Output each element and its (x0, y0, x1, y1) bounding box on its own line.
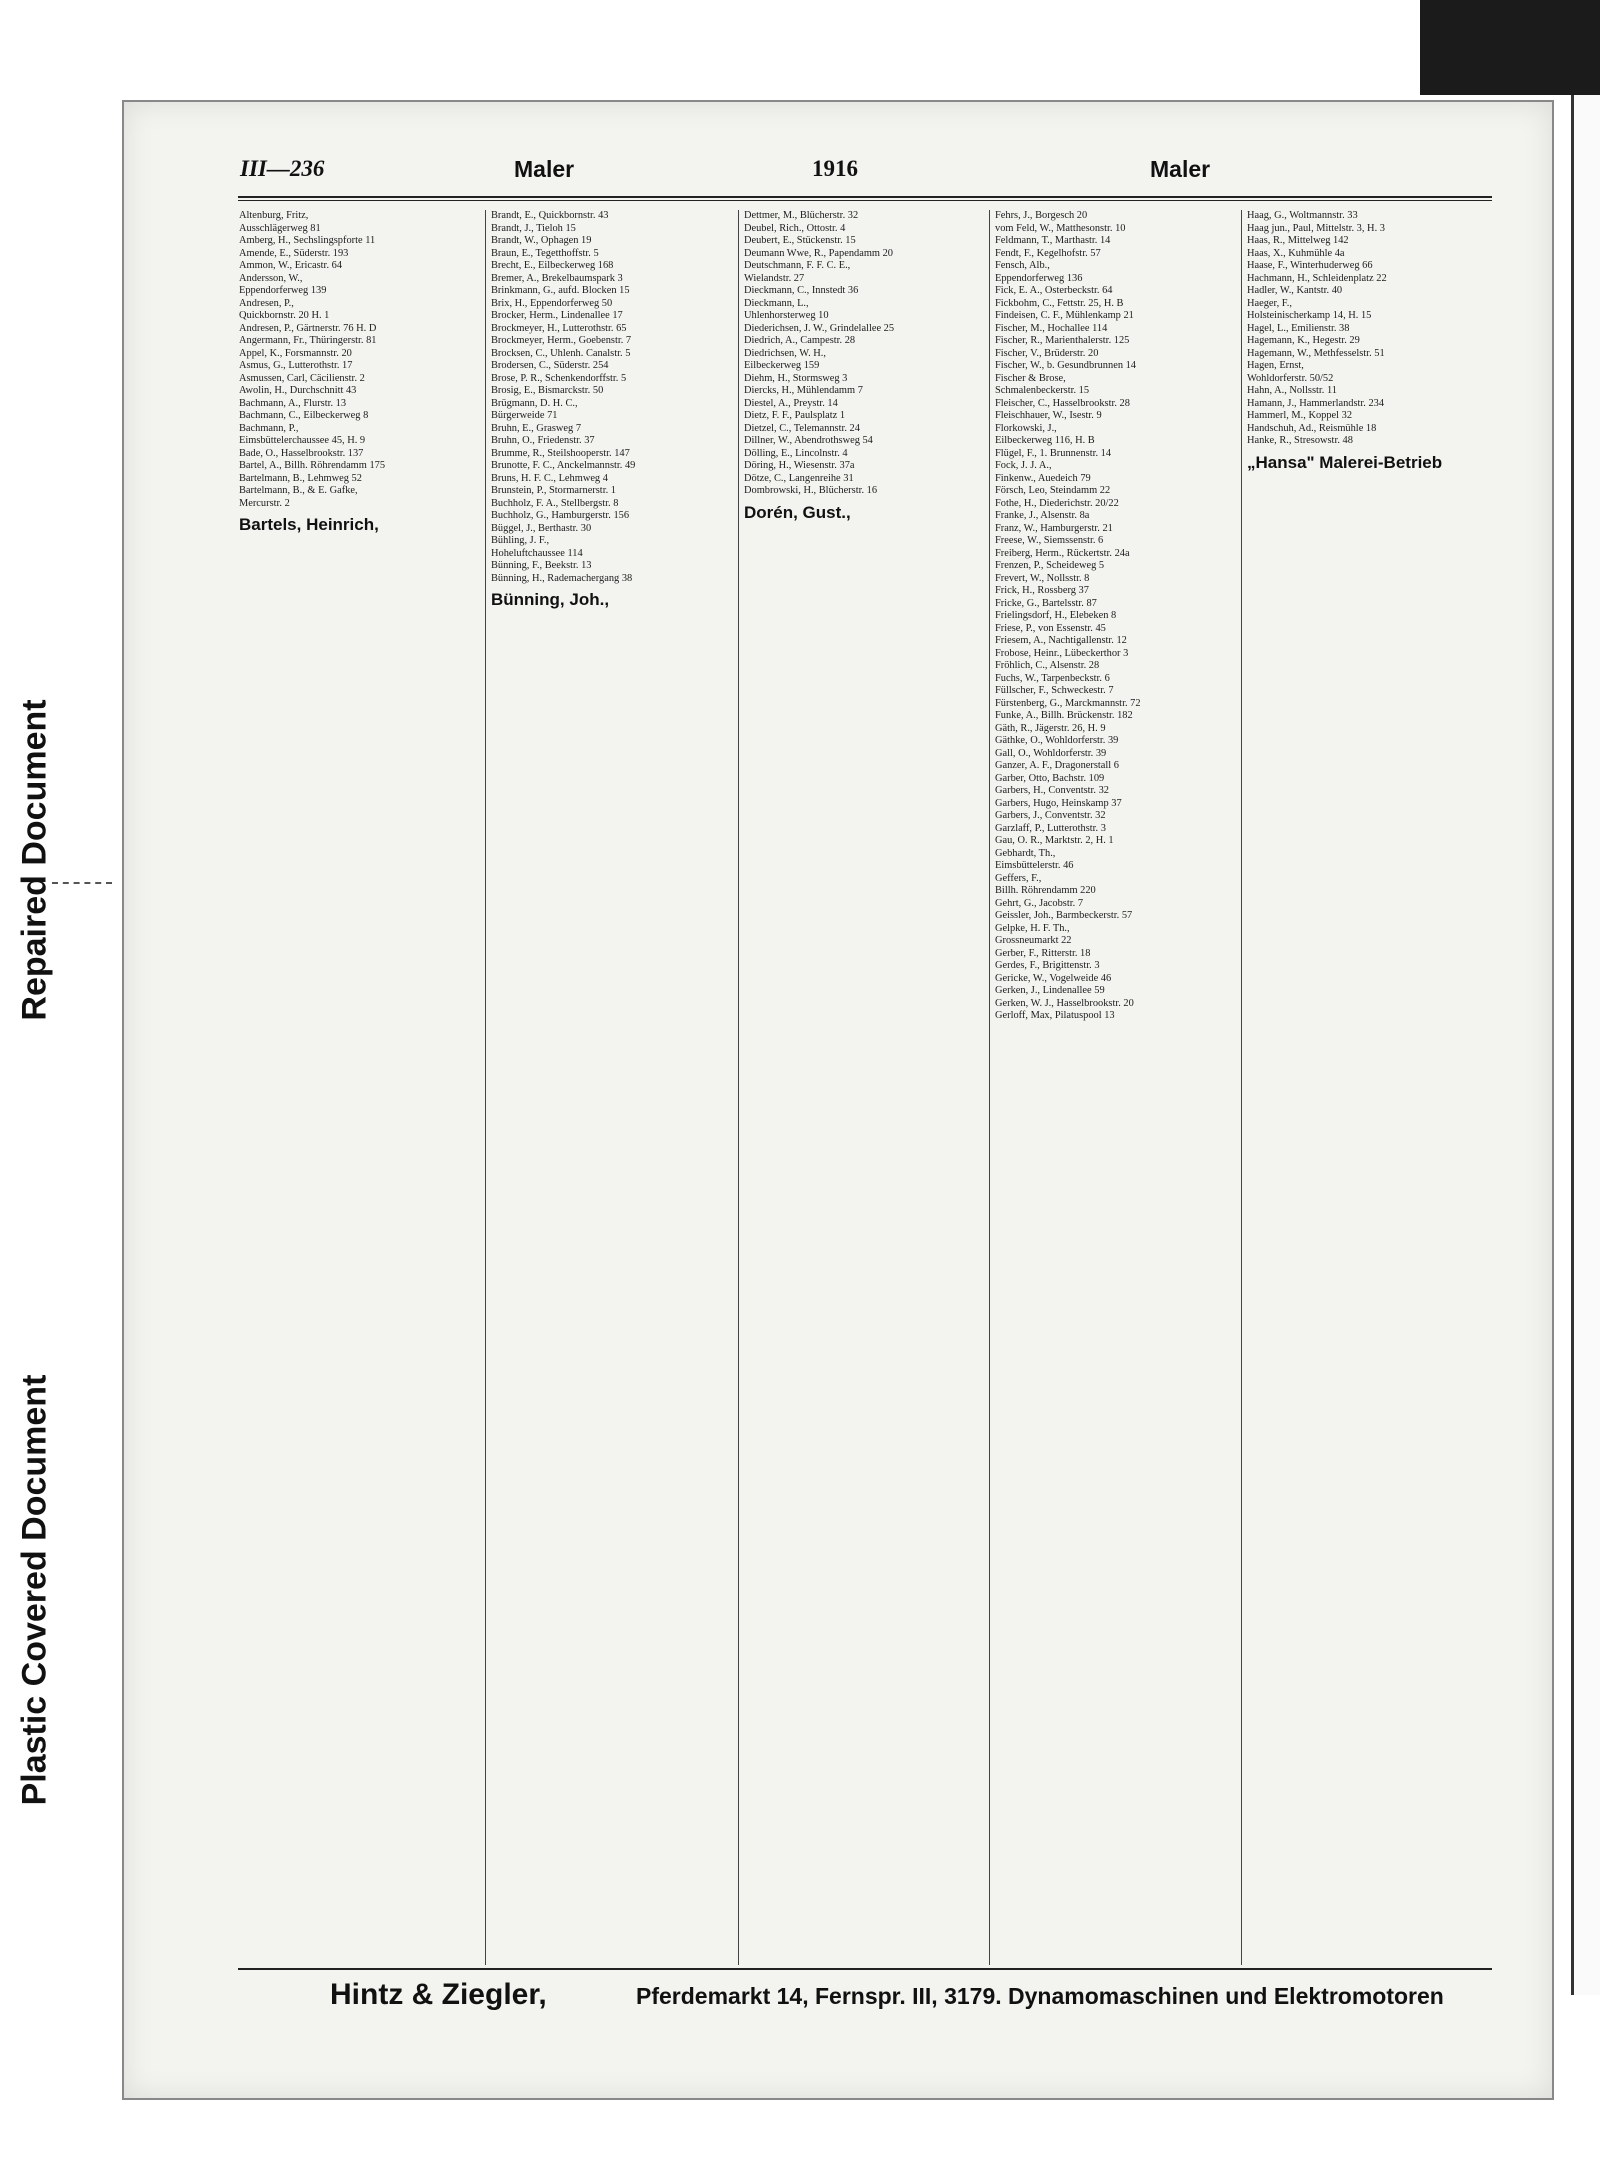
listing-entry: Geffers, F., (995, 872, 1042, 884)
listing-entry: Bünning, F., Beekstr. 13 (491, 560, 592, 571)
listing-entry: Feldmann, T., Marthastr. 14 (995, 235, 1111, 246)
listing-entry: Haag jun., Paul, Mittelstr. 3, H. 3 (1247, 222, 1385, 234)
listing-entry: Bartelmann, B., Lehmweg 52 (239, 472, 362, 484)
listing-entry: Brandt, W., Ophagen 19 (491, 235, 592, 246)
listing-entry: Quickbornstr. 20 H. 1 (239, 310, 330, 321)
listing-entry: Diestel, A., Preystr. 14 (744, 397, 838, 409)
listing-entry: Haase, F., Winterhuderweg 66 (1247, 260, 1373, 271)
listing-entry: Hanke, R., Stresowstr. 48 (1247, 435, 1353, 446)
listing-entry: Geissler, Joh., Barmbeckerstr. 57 (995, 910, 1133, 921)
page-number: III—236 (240, 156, 325, 181)
listing-entry: Andersson, W., (239, 272, 303, 284)
listing-entry: Asmus, G., Lutterothstr. 17 (239, 360, 353, 371)
column-5 (1247, 210, 1443, 1965)
listing-entry: Bruns, H. F. C., Lehmweg 4 (491, 472, 608, 484)
listing-entry: Awolin, H., Durchschnitt 43 (239, 385, 357, 396)
listing-entry: Fischer, M., Hochallee 114 (995, 322, 1108, 334)
listing-entry: Bartelmann, B., & E. Gafke, (239, 485, 358, 496)
column-2 (491, 210, 665, 1965)
listing-entry: Bartel, A., Billh. Röhrendamm 175 (239, 460, 386, 471)
column-3 (744, 210, 918, 1965)
listing-entry: Haas, X., Kuhmühle 4a (1247, 247, 1345, 259)
advertiser-heading: Bünning, Joh., (491, 590, 610, 609)
listing-entry: Dombrowski, H., Blücherstr. 16 (744, 485, 878, 496)
listing-entry: Diedrich, A., Campestr. 28 (744, 335, 856, 346)
column-1 (239, 210, 413, 1965)
listing-entry: Füllscher, F., Schweckestr. 7 (995, 685, 1114, 696)
footer-rule (238, 1968, 1492, 1970)
listing-entry: Gehrt, G., Jacobstr. 7 (995, 897, 1084, 909)
listing-entry: Eimsbüttelerchaussee 45, H. 9 (239, 435, 366, 446)
advertiser-heading: Dorén, Gust., (744, 502, 851, 522)
listing-entry: Fendt, F., Kegelhofstr. 57 (995, 247, 1101, 259)
listing-entry: Bühling, J. F., (491, 535, 550, 546)
listing-entry: Angermann, Fr., Thüringerstr. 81 (239, 335, 377, 346)
listing-entry: Brunotte, F. C., Anckelmannstr. 49 (491, 460, 636, 471)
running-head-left: Maler (514, 156, 575, 182)
listing-entry: Dieckmann, C., Innstedt 36 (744, 285, 859, 296)
listing-entry: Bruhn, E., Grasweg 7 (491, 422, 582, 434)
listing-entry: Dölling, E., Lincolnstr. 4 (744, 447, 848, 459)
listing-entry: Finkenw., Auedeich 79 (995, 472, 1091, 484)
listing-entry: Brunstein, P., Stormarnerstr. 1 (491, 485, 616, 496)
repaired-document-label: Repaired Document (15, 699, 54, 1021)
listing-entry: Deutschmann, F. F. C. E., (744, 260, 851, 271)
listing-entry: Hagen, Ernst, (1247, 360, 1304, 371)
listing-entry: Fleischhauer, W., Isestr. 9 (995, 410, 1102, 421)
listing-entry: vom Feld, W., Matthesonstr. 10 (995, 222, 1126, 234)
listing-entry: Eppendorferweg 139 (239, 285, 327, 296)
listing-entry: Ausschlägerweg 81 (239, 222, 321, 234)
listing-entry: Brix, H., Eppendorferweg 50 (491, 297, 613, 309)
page-header (232, 152, 1492, 186)
listing-entry: Dietz, F. F., Paulsplatz 1 (744, 410, 846, 421)
listing-entry: Brocker, Herm., Lindenallee 17 (491, 310, 623, 321)
listing-entry: Brügmann, D. H. C., (491, 397, 578, 409)
listing-entry: Brumme, R., Steilshooperstr. 147 (491, 447, 630, 459)
header-year: 1916 (812, 156, 858, 181)
listing-entry: Brinkmann, G., aufd. Blocken 15 (491, 285, 630, 296)
listing-entry: Gericke, W., Vogelweide 46 (995, 972, 1112, 984)
listing-entry: Eilbeckerweg 116, H. B (995, 435, 1095, 446)
listing-entry: Fock, J. J. A., (995, 460, 1052, 471)
listing-entry: Buchholz, F. A., Stellbergstr. 8 (491, 497, 619, 509)
listing-entry: Schmalenbeckerstr. 15 (995, 385, 1090, 396)
listing-entry: Brose, P. R., Schenkendorffstr. 5 (491, 372, 627, 384)
listing-entry: Amende, E., Süderstr. 193 (239, 247, 349, 259)
listing-entry: Fuchs, W., Tarpenbeckstr. 6 (995, 672, 1110, 684)
listing-entry: Uhlenhorsterweg 10 (744, 310, 829, 321)
listing-entry: Franke, J., Alsenstr. 8a (995, 510, 1090, 521)
listing-entry: Gäthke, O., Wohldorferstr. 39 (995, 735, 1119, 746)
listing-entry: Hachmann, H., Schleidenplatz 22 (1247, 272, 1387, 284)
column-4 (995, 210, 1169, 1965)
listing-entry: Flügel, F., 1. Brunnenstr. 14 (995, 447, 1112, 459)
listing-entry: Hadler, W., Kantstr. 40 (1247, 285, 1343, 296)
listing-entry: Garbers, Hugo, Heinskamp 37 (995, 797, 1122, 809)
listing-entry: Gerber, F., Ritterstr. 18 (995, 947, 1091, 959)
listing-entry: Hagel, L., Emilienstr. 38 (1247, 322, 1350, 334)
listing-entry: Dietzel, C., Telemannstr. 24 (744, 422, 860, 434)
listing-entry: Bachmann, A., Flurstr. 13 (239, 397, 347, 409)
listing-entry: Hagemann, K., Hegestr. 29 (1247, 335, 1360, 346)
listing-entry: Fehrs, J., Borgesch 20 (995, 210, 1088, 221)
listing-entry: Fröhlich, C., Alsenstr. 28 (995, 660, 1100, 671)
column-rule (738, 210, 739, 1965)
listing-entry: Hamann, J., Hammerlandstr. 234 (1247, 397, 1385, 409)
listing-entry: Bade, O., Hasselbrookstr. 137 (239, 447, 364, 459)
listing-entry: Garbers, H., Conventstr. 32 (995, 785, 1109, 796)
listing-entry: Deubel, Rich., Ottostr. 4 (744, 222, 846, 234)
plastic-covered-document-label: Plastic Covered Document (15, 1374, 54, 1806)
listing-entry: Frobose, Heinr., Lübeckerthor 3 (995, 647, 1129, 659)
listing-entry: Eilbeckerweg 159 (744, 360, 820, 371)
listing-entry: Bachmann, C., Eilbeckerweg 8 (239, 410, 369, 421)
listing-entry: Fischer & Brose, (995, 372, 1066, 384)
listing-entry: Grossneumarkt 22 (995, 935, 1072, 946)
adjacent-page-edge (1571, 95, 1600, 1995)
listing-entry: Deubert, E., Stückenstr. 15 (744, 235, 856, 246)
listing-entry: Freiberg, Herm., Rückertstr. 24a (995, 547, 1130, 559)
column-rule (989, 210, 990, 1965)
listing-entry: Bruhn, O., Friedenstr. 37 (491, 435, 595, 446)
listing-entry: Fürstenberg, G., Marckmannstr. 72 (995, 697, 1141, 709)
running-head-right: Maler (1150, 156, 1211, 182)
listing-entry: Billh. Röhrendamm 220 (995, 885, 1096, 896)
listing-entry: Eimsbüttelerstr. 46 (995, 860, 1074, 871)
listing-entry: Gelpke, H. F. Th., (995, 922, 1070, 934)
listing-entry: Andresen, P., (239, 297, 294, 309)
footer-advertisement (238, 1978, 1492, 2018)
listing-entry: Garber, Otto, Bachstr. 109 (995, 772, 1105, 784)
listing-entry: Fischer, V., Brüderstr. 20 (995, 347, 1099, 359)
listing-entry: Dötze, C., Langenreihe 31 (744, 472, 854, 484)
column-rule (1241, 210, 1242, 1965)
listing-entry: Brockmeyer, Herm., Goebenstr. 7 (491, 335, 632, 346)
listing-entry: Fick, E. A., Osterbeckstr. 64 (995, 285, 1113, 296)
listing-entry: Bremer, A., Brekelbaumspark 3 (491, 272, 623, 284)
listing-entry: Fricke, G., Bartelsstr. 87 (995, 597, 1097, 609)
listing-entry: Gerken, W. J., Hasselbrookstr. 20 (995, 997, 1134, 1009)
listing-entry: Diedrichsen, W. H., (744, 347, 826, 359)
listing-entry: Hammerl, M., Koppel 32 (1247, 410, 1353, 421)
listing-entry: Fischer, W., b. Gesundbrunnen 14 (995, 360, 1136, 371)
listing-entry: Gerdes, F., Brigittenstr. 3 (995, 960, 1100, 971)
listing-entry: Bachmann, P., (239, 422, 299, 434)
listing-entry: Brockmeyer, H., Lutterothstr. 65 (491, 322, 627, 334)
listing-entry: Frick, H., Rossberg 37 (995, 585, 1089, 596)
listing-entry: Diederichsen, J. W., Grindelallee 25 (744, 322, 895, 334)
listing-entry: Florkowski, J., (995, 422, 1057, 434)
listing-entry: Asmussen, Carl, Cäcilienstr. 2 (239, 372, 365, 384)
listing-entry: Gerken, J., Lindenallee 59 (995, 985, 1105, 996)
listing-entry: Bürgerweide 71 (491, 410, 558, 421)
listing-entry: Brodersen, C., Süderstr. 254 (491, 360, 609, 371)
listing-entry: Brecht, E., Eilbeckerweg 168 (491, 260, 614, 271)
listing-entry: Appel, K., Forsmannstr. 20 (239, 347, 352, 359)
advertiser-heading: „Hansa" Malerei-Betrieb (1247, 452, 1443, 472)
listing-entry: Gerloff, Max, Pilatuspool 13 (995, 1010, 1115, 1021)
listing-entry: Hagemann, W., Methfesselstr. 51 (1247, 347, 1385, 359)
listing-entry: Fischer, R., Marienthalerstr. 125 (995, 335, 1130, 346)
listing-entry: Mercurstr. 2 (239, 497, 290, 509)
listing-entry: Frenzen, P., Scheideweg 5 (995, 560, 1105, 571)
listing-entry: Gall, O., Wohldorferstr. 39 (995, 747, 1107, 759)
listing-entry: Franz, W., Hamburgerstr. 21 (995, 522, 1113, 534)
listing-entry: Braun, E., Tegetthoffstr. 5 (491, 247, 599, 259)
listing-entry: Findeisen, C. F., Mühlenkamp 21 (995, 310, 1134, 321)
listing-entry: Garbers, J., Conventstr. 32 (995, 810, 1106, 821)
listing-entry: Deumann Wwe, R., Papendamm 20 (744, 247, 893, 259)
listing-entry: Frevert, W., Nollsstr. 8 (995, 572, 1090, 584)
listing-entry: Hoheluftchaussee 114 (491, 547, 583, 559)
listing-entry: Diercks, H., Mühlendamm 7 (744, 385, 863, 396)
listing-entry: Brosig, E., Bismarckstr. 50 (491, 385, 604, 396)
footer-company-name: Hintz & Ziegler, (330, 1978, 547, 2011)
listing-entry: Dieckmann, L., (744, 297, 809, 309)
listing-entry: Gau, O. R., Marktstr. 2, H. 1 (995, 835, 1114, 846)
listing-entry: Försch, Leo, Steindamm 22 (995, 485, 1111, 496)
header-rule (238, 196, 1492, 201)
listing-entry: Fickbohm, C., Fettstr. 25, H. B (995, 297, 1124, 309)
listing-entry: Ammon, W., Ericastr. 64 (239, 260, 343, 271)
listing-entry: Wielandstr. 27 (744, 272, 805, 284)
listing-entry: Funke, A., Billh. Brückenstr. 182 (995, 710, 1133, 721)
listing-entry: Haag, G., Woltmannstr. 33 (1247, 210, 1358, 221)
listing-entry: Brocksen, C., Uhlenh. Canalstr. 5 (491, 347, 631, 359)
listing-entry: Freese, W., Siemssenstr. 6 (995, 535, 1104, 546)
listing-entry: Haas, R., Mittelweg 142 (1247, 235, 1349, 246)
listing-entry: Frielingsdorf, H., Elebeken 8 (995, 610, 1117, 621)
listing-entry: Garzlaff, P., Lutterothstr. 3 (995, 822, 1106, 834)
listing-entry: Brandt, J., Tieloh 15 (491, 222, 576, 234)
listing-entry: Fothe, H., Diederichstr. 20/22 (995, 497, 1119, 509)
listing-entry: Gebhardt, Th., (995, 847, 1056, 859)
listing-entry: Holsteinischerkamp 14, H. 15 (1247, 310, 1372, 321)
listing-entry: Brandt, E., Quickbornstr. 43 (491, 210, 609, 221)
listing-entry: Büggel, J., Berthastr. 30 (491, 522, 592, 534)
listing-entry: Diehm, H., Stormsweg 3 (744, 372, 848, 384)
listing-entry: Gäth, R., Jägerstr. 26, H. 9 (995, 722, 1106, 734)
listing-entry: Handschuh, Ad., Reismühle 18 (1247, 422, 1377, 434)
advertiser-heading: Bartels, Heinrich, (239, 515, 379, 534)
listing-entry: Fleischer, C., Hasselbrookstr. 28 (995, 397, 1130, 409)
listing-entry: Altenburg, Fritz, (239, 210, 309, 221)
column-rule (485, 210, 486, 1965)
listing-entry: Eppendorferweg 136 (995, 272, 1083, 284)
section-divider-mark (52, 882, 112, 884)
listing-entry: Ganzer, A. F., Dragonerstall 6 (995, 760, 1119, 771)
footer-company-address: Pferdemarkt 14, Fernspr. III, 3179. Dynamomaschinen und Elektromotoren (636, 1983, 1444, 2009)
listing-entry: Hahn, A., Nollsstr. 11 (1247, 385, 1337, 396)
listing-entry: Fensch, Alb., (995, 260, 1050, 271)
listing-entry: Friese, P., von Essenstr. 45 (995, 622, 1106, 634)
side-labels (0, 0, 70, 2177)
listing-entry: Wohldorferstr. 50/52 (1247, 372, 1334, 384)
listing-entry: Amberg, H., Sechslingspforte 11 (239, 235, 376, 246)
listing-entry: Friesem, A., Nachtigallenstr. 12 (995, 635, 1127, 646)
listing-entry: Döring, H., Wiesenstr. 37a (744, 460, 855, 471)
listing-entry: Dettmer, M., Blücherstr. 32 (744, 210, 859, 221)
scan-background-corner (1420, 0, 1600, 95)
listing-entry: Bünning, H., Rademachergang 38 (491, 572, 633, 584)
listing-entry: Haeger, F., (1247, 297, 1292, 309)
listing-entry: Andresen, P., Gärtnerstr. 76 H. D (239, 322, 377, 334)
listing-entry: Buchholz, G., Hamburgerstr. 156 (491, 510, 630, 521)
listing-entry: Dillner, W., Abendrothsweg 54 (744, 435, 873, 446)
